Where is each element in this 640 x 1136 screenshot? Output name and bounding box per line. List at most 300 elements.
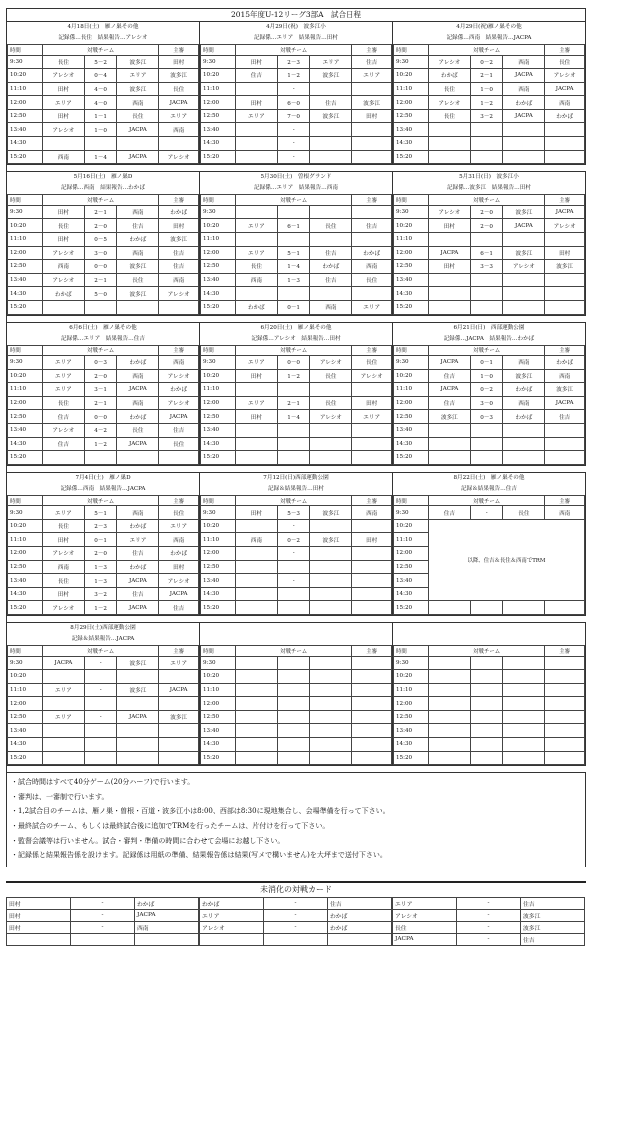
away-team: [310, 683, 352, 697]
match-time: 14:30: [8, 738, 43, 752]
header-matchup: 対戦チーム: [428, 195, 544, 206]
home-team: アレシオ: [42, 547, 84, 561]
match-row: [201, 369, 392, 383]
away-team: [503, 273, 545, 287]
away-team: [310, 205, 352, 219]
home-team: 長住: [42, 519, 84, 533]
match-row: [8, 506, 199, 520]
matchday-date-venue: [200, 623, 392, 634]
note-line: ・最終試合のチーム、もしくは最終試合後に追加でTRMを行ったチームは、片付けを行って下さい。: [11, 822, 330, 831]
referee: 西南: [545, 369, 585, 383]
referee: [352, 670, 392, 684]
home-team: [235, 738, 277, 752]
home-team: 西南: [42, 560, 84, 574]
pending-team-b: 住吉: [521, 933, 585, 945]
away-team: JACPA: [503, 219, 545, 233]
match-time: 15:20: [201, 150, 236, 164]
match-time: 9:30: [394, 656, 429, 670]
home-team: [428, 300, 470, 314]
match-time: 12:50: [8, 710, 43, 724]
match-row: [8, 410, 199, 424]
home-team: アレシオ: [428, 55, 470, 69]
pending-team-a: [200, 933, 264, 945]
home-team: アレシオ: [42, 423, 84, 437]
home-team: エリア: [42, 383, 84, 397]
away-team: [310, 656, 352, 670]
schedule-grid: [6, 21, 586, 772]
referee: [159, 451, 199, 465]
match-row: [394, 451, 585, 465]
referee: わかば: [159, 205, 199, 219]
referee: わかば: [545, 356, 585, 370]
match-time: 9:30: [8, 55, 43, 69]
home-team: [235, 710, 277, 724]
away-team: [310, 123, 352, 137]
score: 0－5: [84, 232, 117, 246]
referee: 長住: [352, 273, 392, 287]
home-team: エリア: [235, 246, 277, 260]
match-row: [394, 369, 585, 383]
home-team: エリア: [235, 219, 277, 233]
pending-team-a: 田村: [7, 921, 71, 933]
score: [470, 300, 503, 314]
away-team: 波多江: [503, 205, 545, 219]
home-team: 西南: [235, 533, 277, 547]
pending-separator: -: [457, 897, 521, 909]
referee: アレシオ: [159, 369, 199, 383]
match-row: [8, 724, 199, 738]
match-time: 9:30: [394, 55, 429, 69]
match-time: 12:00: [8, 396, 43, 410]
pending-team-b: JACPA: [135, 909, 199, 921]
away-team: [310, 383, 352, 397]
referee: 西南: [159, 273, 199, 287]
header-referee: 主審: [545, 345, 585, 356]
note-line: ・監督会議等は行いません。試合・審判・準備の時間に合わせて会場にお越し下さい。: [11, 836, 285, 845]
score: 1－3: [277, 273, 310, 287]
referee: 長住: [159, 437, 199, 451]
referee: 長住: [159, 506, 199, 520]
match-row: [8, 710, 199, 724]
matchday-date-venue: 6月20日(土) 雁ノ巣その他: [260, 324, 332, 331]
match-row: [394, 506, 585, 520]
match-row: [394, 751, 585, 765]
match-time: 14:30: [394, 587, 429, 601]
home-team: 波多江: [428, 410, 470, 424]
match-time: 13:40: [394, 273, 429, 287]
referee: [352, 738, 392, 752]
away-team: エリア: [117, 533, 159, 547]
away-team: [310, 670, 352, 684]
home-team: 長住: [42, 574, 84, 588]
match-time: 15:20: [8, 601, 43, 615]
score: [277, 751, 310, 765]
away-team: 波多江: [310, 109, 352, 123]
match-row: [394, 150, 585, 164]
away-team: わかば: [117, 560, 159, 574]
pending-team-a: エリア: [393, 897, 457, 909]
referee: JACPA: [545, 205, 585, 219]
away-team: 西南: [117, 506, 159, 520]
away-team: 長住: [310, 369, 352, 383]
table-header-row: [8, 195, 199, 206]
pending-team-b: 西南: [135, 921, 199, 933]
match-time: 12:50: [394, 109, 429, 123]
home-team: JACPA: [42, 656, 84, 670]
home-team: JACPA: [428, 383, 470, 397]
referee: [352, 205, 392, 219]
away-team: アレシオ: [310, 410, 352, 424]
referee: エリア: [159, 519, 199, 533]
table-header-row: [8, 345, 199, 356]
matchday-staff: 記録係…波多江 結果報告…田村: [447, 185, 531, 192]
referee: [545, 137, 585, 151]
match-row: [201, 587, 392, 601]
match-row: [8, 232, 199, 246]
matchday-date-venue: 8月29日(土)西部運動公園: [70, 625, 136, 631]
match-time: 12:00: [394, 547, 429, 561]
away-team: 西南: [117, 369, 159, 383]
away-team: わかば: [503, 410, 545, 424]
referee: [545, 697, 585, 711]
header-time: 時間: [8, 495, 43, 506]
pending-team-b: わかば: [328, 909, 392, 921]
home-team: [235, 287, 277, 301]
away-team: [117, 300, 159, 314]
pending-team-a: [7, 933, 71, 945]
home-team: [235, 697, 277, 711]
match-time: 12:00: [394, 96, 429, 110]
score: [277, 423, 310, 437]
home-team: 田村: [42, 587, 84, 601]
score: 0－2: [277, 533, 310, 547]
referee: 長住: [545, 55, 585, 69]
pending-row: [7, 909, 199, 921]
score: 2－1: [84, 396, 117, 410]
referee: [545, 724, 585, 738]
header-time: 時間: [201, 646, 236, 657]
referee: [352, 574, 392, 588]
match-time: 15:20: [201, 601, 236, 615]
match-row: [201, 451, 392, 465]
away-team: [310, 150, 352, 164]
match-row: [201, 423, 392, 437]
header-referee: 主審: [352, 495, 392, 506]
referee: JACPA: [159, 96, 199, 110]
away-team: [503, 670, 545, 684]
match-time: 10:20: [8, 369, 43, 383]
referee: アレシオ: [159, 150, 199, 164]
home-team: [235, 724, 277, 738]
home-team: 田村: [42, 533, 84, 547]
match-time: 9:30: [394, 506, 429, 520]
score: 0－3: [84, 356, 117, 370]
score: 3－3: [470, 260, 503, 274]
home-team: 住吉: [42, 410, 84, 424]
match-time: 12:50: [8, 260, 43, 274]
home-team: 田村: [235, 410, 277, 424]
score: 7－0: [277, 109, 310, 123]
score: 0－0: [84, 260, 117, 274]
matchday-date-venue: 4月29日(祝)雁ノ巣その他: [456, 24, 522, 30]
match-row: [201, 55, 392, 69]
match-time: 10:20: [394, 219, 429, 233]
matchday-block: [7, 21, 200, 164]
home-team: [235, 574, 277, 588]
home-team: 長住: [42, 396, 84, 410]
match-time: 11:10: [201, 533, 236, 547]
match-time: 11:10: [8, 82, 43, 96]
match-time: 9:30: [8, 656, 43, 670]
referee: [159, 738, 199, 752]
away-team: わかば: [310, 260, 352, 274]
score: 5－0: [84, 287, 117, 301]
match-row: [394, 519, 585, 533]
referee: [352, 587, 392, 601]
match-row: [8, 656, 199, 670]
referee: JACPA: [159, 410, 199, 424]
header-matchup: 対戦チーム: [428, 495, 544, 506]
away-team: JACPA: [117, 601, 159, 615]
pending-team-b: わかば: [135, 897, 199, 909]
away-team: [503, 123, 545, 137]
score: 5－1: [84, 506, 117, 520]
score: [277, 451, 310, 465]
score: 3－2: [470, 109, 503, 123]
home-team: [235, 383, 277, 397]
away-team: 住吉: [310, 273, 352, 287]
home-team: 長住: [428, 82, 470, 96]
home-team: [42, 451, 84, 465]
referee: アレシオ: [545, 69, 585, 83]
matchday-table: [393, 495, 585, 615]
match-row: [201, 724, 392, 738]
match-row: [8, 96, 199, 110]
away-team: JACPA: [117, 574, 159, 588]
score: [84, 724, 117, 738]
score: 4－2: [84, 423, 117, 437]
matchday-table: [393, 645, 585, 765]
match-row: [394, 396, 585, 410]
home-team: [428, 423, 470, 437]
score: 1－0: [470, 369, 503, 383]
away-team: [503, 150, 545, 164]
referee: 住吉: [159, 423, 199, 437]
pending-team-a: 田村: [7, 909, 71, 921]
match-time: 13:40: [201, 423, 236, 437]
home-team: アレシオ: [428, 205, 470, 219]
home-team: [428, 273, 470, 287]
match-row: [394, 683, 585, 697]
match-row: [8, 519, 199, 533]
away-team: JACPA: [117, 710, 159, 724]
match-row: [8, 383, 199, 397]
referee: [352, 560, 392, 574]
away-team: [503, 437, 545, 451]
table-header-row: [201, 345, 392, 356]
score: [84, 300, 117, 314]
home-team: [235, 683, 277, 697]
score: 5－2: [84, 55, 117, 69]
home-team: [235, 547, 277, 561]
match-row: [8, 219, 199, 233]
referee: [352, 137, 392, 151]
match-time: 13:40: [8, 724, 43, 738]
match-time: 15:20: [8, 451, 43, 465]
referee: [159, 300, 199, 314]
match-time: 14:30: [394, 738, 429, 752]
match-time: 15:20: [394, 451, 429, 465]
match-row: [201, 150, 392, 164]
row-spacer: [7, 164, 586, 171]
away-team: [310, 82, 352, 96]
away-team: [310, 519, 352, 533]
away-team: [117, 137, 159, 151]
match-row: [8, 601, 199, 615]
note-line: ・審判は、一審制で行います。: [11, 792, 109, 801]
score: [277, 437, 310, 451]
pending-team-b: 波多江: [521, 909, 585, 921]
away-team: JACPA: [117, 150, 159, 164]
match-row: [8, 123, 199, 137]
match-time: 12:00: [201, 96, 236, 110]
match-time: 9:30: [201, 356, 236, 370]
home-team: [428, 751, 470, 765]
matchday-table: [200, 194, 392, 314]
home-team: JACPA: [428, 356, 470, 370]
match-time: 10:20: [8, 670, 43, 684]
home-team: わかば: [428, 69, 470, 83]
away-team: 西南: [117, 246, 159, 260]
referee: エリア: [352, 410, 392, 424]
home-team: エリア: [42, 710, 84, 724]
header-matchup: 対戦チーム: [42, 345, 158, 356]
row-spacer: [7, 465, 586, 472]
block-row: [7, 171, 586, 314]
referee: 住吉: [159, 601, 199, 615]
score: [470, 123, 503, 137]
referee: 田村: [352, 109, 392, 123]
header-time: 時間: [394, 345, 429, 356]
away-team: [310, 232, 352, 246]
home-team: アレシオ: [42, 123, 84, 137]
referee: 波多江: [159, 710, 199, 724]
notes-section: [6, 772, 586, 867]
pending-separator: [264, 933, 328, 945]
home-team: [235, 437, 277, 451]
pending-title: 未消化の対戦カード: [6, 881, 586, 897]
away-team: [310, 587, 352, 601]
away-team: JACPA: [503, 69, 545, 83]
header-matchup: 対戦チーム: [235, 195, 351, 206]
home-team: [235, 601, 277, 615]
match-time: 12:00: [201, 246, 236, 260]
match-row: [201, 656, 392, 670]
score: -: [84, 683, 117, 697]
header-referee: 主審: [545, 195, 585, 206]
match-time: 11:10: [8, 232, 43, 246]
score: [277, 656, 310, 670]
home-team: [428, 670, 470, 684]
matchday-block: [7, 322, 200, 465]
header-referee: 主審: [545, 646, 585, 657]
away-team: [503, 601, 545, 615]
pending-team-a: アレシオ: [393, 909, 457, 921]
schedule-sheet: [6, 8, 586, 946]
match-row: [8, 574, 199, 588]
score: 2－3: [277, 55, 310, 69]
matchday-date-venue: 7月12日(日)西部運動公園: [263, 474, 329, 481]
referee: [352, 683, 392, 697]
home-team: [428, 123, 470, 137]
matchday-table: [200, 645, 392, 765]
pending-table: [6, 897, 199, 946]
home-team: [235, 232, 277, 246]
match-time: 13:40: [201, 724, 236, 738]
score: 2－0: [470, 205, 503, 219]
match-time: 10:20: [201, 670, 236, 684]
match-time: 12:00: [201, 396, 236, 410]
home-team: [42, 137, 84, 151]
match-time: 13:40: [394, 123, 429, 137]
match-row: [394, 670, 585, 684]
score: [277, 724, 310, 738]
home-team: [235, 587, 277, 601]
home-team: エリア: [42, 356, 84, 370]
matchday-table: [200, 44, 392, 164]
home-team: 長住: [42, 219, 84, 233]
match-row: [201, 287, 392, 301]
home-team: エリア: [42, 683, 84, 697]
match-time: 9:30: [8, 356, 43, 370]
away-team: 長住: [117, 109, 159, 123]
referee: [545, 670, 585, 684]
referee: 住吉: [159, 260, 199, 274]
match-time: 13:40: [394, 423, 429, 437]
score: 1－4: [277, 410, 310, 424]
pending-separator: -: [457, 921, 521, 933]
header-matchup: 対戦チーム: [428, 646, 544, 657]
home-team: [428, 137, 470, 151]
match-time: 14:30: [394, 137, 429, 151]
home-team: 田村: [42, 232, 84, 246]
referee: [352, 601, 392, 615]
referee: [352, 423, 392, 437]
pending-row: [7, 897, 199, 909]
note-line: ・1,2試合目のチームは、雁ノ巣・曽根・百道・波多江小は8:00、西部は8:30に現地集合し、会場準備を行って下さい。: [11, 807, 390, 816]
away-team: [310, 697, 352, 711]
referee: アレシオ: [545, 219, 585, 233]
away-team: [117, 670, 159, 684]
home-team: [42, 751, 84, 765]
pending-separator: -: [264, 909, 328, 921]
match-time: 12:50: [394, 410, 429, 424]
score: 2－1: [84, 205, 117, 219]
match-row: [8, 697, 199, 711]
home-team: [42, 300, 84, 314]
match-row: [8, 683, 199, 697]
away-team: 住吉: [310, 246, 352, 260]
match-row: [394, 656, 585, 670]
home-team: [42, 697, 84, 711]
away-team: [310, 724, 352, 738]
matchday-block: [200, 472, 393, 615]
match-row: [394, 109, 585, 123]
match-row: [201, 533, 392, 547]
away-team: [503, 423, 545, 437]
score: 0－1: [84, 533, 117, 547]
header-referee: 主審: [352, 345, 392, 356]
